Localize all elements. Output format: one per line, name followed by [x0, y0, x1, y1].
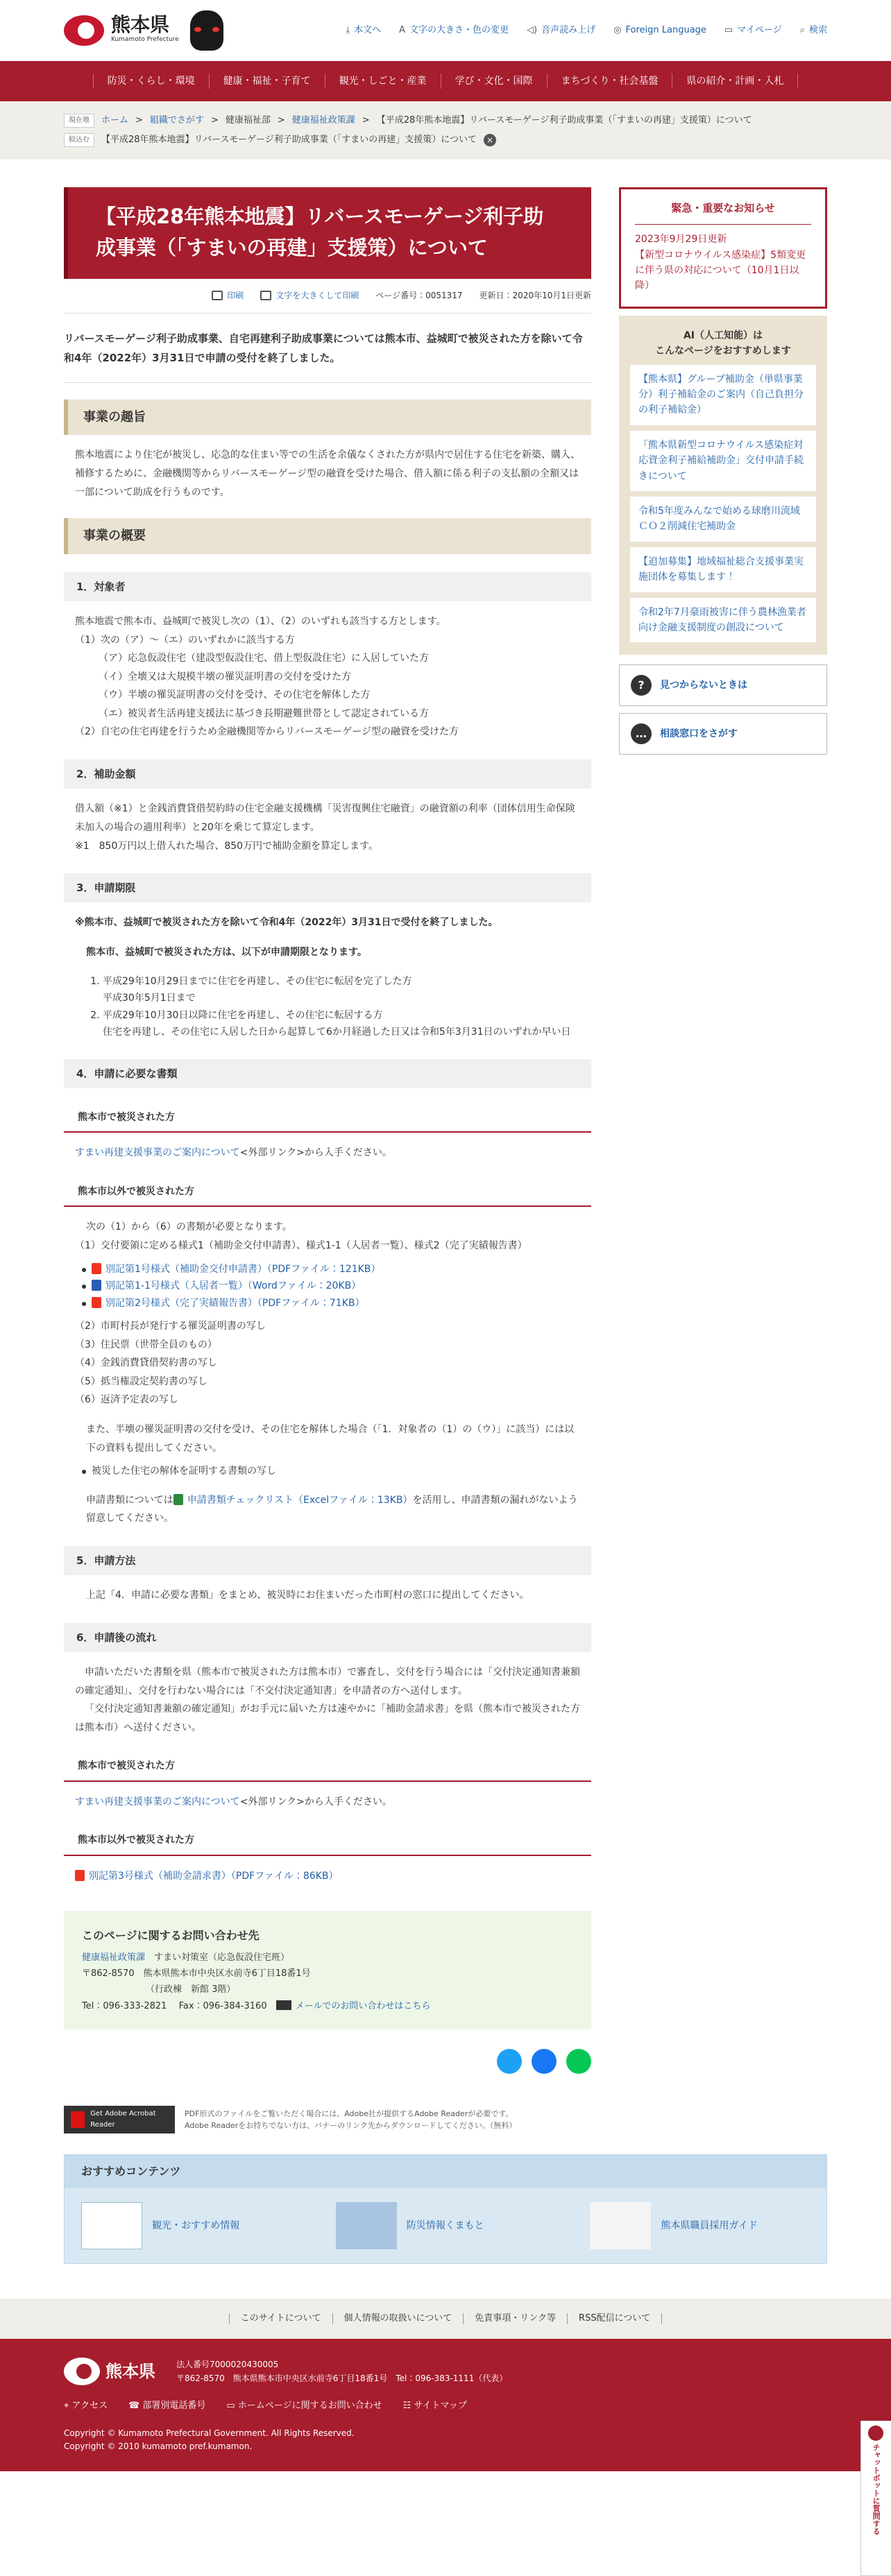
logo-subtitle: Kumamoto Prefecture — [111, 36, 179, 44]
text: 熊本地震で熊本市、益城町で被災し次の（1）、（2）のいずれも該当する方とします。 — [75, 615, 446, 627]
consult-button[interactable]: … 相談窓口をさがす — [619, 713, 827, 755]
breadcrumb-organization[interactable]: 組織でさがす — [149, 114, 204, 126]
file-download-link[interactable]: 別記第3号様式（補助金請求書）（PDFファイル：86KB） — [89, 1870, 339, 1882]
updated-date: 更新日：2020年10月1日更新 — [479, 290, 591, 300]
ai-heading: AI（人工知能）は こんなページをおすすめします — [655, 329, 791, 357]
breadcrumb-current: 【平成28年熊本地震】リバースモーゲージ利子助成事業（「すまいの再建」支援策）について — [376, 114, 752, 126]
page-tools — [64, 279, 591, 314]
subsection-heading: 3．申請期限 — [64, 873, 591, 902]
current-location-tag: 現在地 — [64, 114, 94, 128]
text-to-speech-link[interactable]: ◁) 音声読み上げ — [527, 23, 595, 39]
file-download-link[interactable]: 別記第1-1号様式（入居者一覧）（Wordファイル：20KB） — [105, 1280, 362, 1292]
recruit-banner — [590, 2202, 651, 2249]
subsection-heading: 6．申請後の流れ — [64, 1623, 591, 1652]
text: 上記「4．申請に必要な書類」をまとめ、被災時にお住まいだった市町村の窓口に提出してください。 — [86, 1590, 529, 1602]
prefecture-emblem-icon — [64, 15, 104, 46]
recommend-heading: おすすめコンテンツ — [65, 2155, 826, 2188]
recommend-item[interactable]: 観光・おすすめ情報 — [81, 2202, 301, 2249]
ai-link[interactable]: 【熊本県】グループ補助金（単県事業分）利子補給金のご案内（自己負担分の利子補給金） — [630, 365, 816, 425]
skip-to-content-link[interactable]: ⤓ 本文へ — [346, 23, 381, 39]
speaker-icon: ◁) — [527, 24, 538, 35]
list-item — [92, 1261, 591, 1278]
adobe-reader-note: Get Adobe Acrobat Reader PDF形式のファイルをご覧いただく場合には、Adobe社が提供するAdobe Readerが必要です。 Adobe Readerをお持ちでない方は、バナーのリンク先からダウンロードしてください。（無料） — [64, 2106, 827, 2133]
mail-contact-link[interactable]: メールでのお問い合わせはこちら — [295, 2000, 431, 2011]
sub-heading: 熊本市で被災された方 — [64, 1102, 591, 1133]
sidebar — [619, 187, 827, 2074]
text: （3）住民票（世帯全員のもの） — [75, 1339, 217, 1350]
contact-heading: このページに関するお問い合わせ先 — [82, 1928, 260, 1942]
filter-tag: 絞込む — [64, 133, 94, 147]
list-item: 2. 平成29年10月30日以降に住宅を再建し、その住宅に転居する方 住宅を再建し、その住宅に入居した日から起算して6か月経過した日又は令和5年3月31日のいずれか早い日 — [103, 1007, 591, 1041]
ai-link[interactable]: 「熊本県新型コロナウイルス感染症対応資金利子補給補助金」交付申請手続きについて — [630, 431, 816, 491]
facebook-icon[interactable] — [532, 2049, 557, 2074]
footer-logo: 熊本県 — [64, 2357, 155, 2386]
mail-icon — [276, 2000, 291, 2010]
monitor-icon: ▭ — [226, 2401, 238, 2412]
folder-icon: ▭ — [724, 24, 733, 35]
footer-link-disclaimer[interactable]: 免責事項・リンク等 — [463, 2313, 567, 2324]
pdf-icon — [92, 1297, 101, 1308]
text: （イ）全壊又は大規模半壊の罹災証明書の交付を受けた方 — [99, 671, 351, 682]
sub-heading: 熊本市以外で被災された方 — [64, 1825, 591, 1856]
section-text: 熊本地震により住宅が被災し、応急的な住まい等での生活を余儀なくされた方が県内で居住する住宅を新築、購入、補修するために、金融機関等からリバースモーゲージ型の融資を受けた場合、借入額に係る利子の支払額の全額又は一部について助成を行うものです。 — [75, 449, 580, 498]
sub-heading: 熊本市以外で被災された方 — [64, 1176, 591, 1208]
prefecture-emblem-icon — [64, 2358, 100, 2385]
text: （1）交付要領に定める様式1（補助金交付申請書）、様式1-1（入居者一覧）、様式2（完了実績報告書） — [75, 1239, 527, 1251]
text: 借入額（※1）と金銭消費貸借契約時の住宅金融支援機構「災害復興住宅融資」の融資額の利率（団体信用生命保険未加入の場合の適用利率）と20年を乗じて算定します。 — [75, 803, 575, 833]
font-size-icon: A — [399, 24, 406, 35]
question-icon: ? — [631, 675, 652, 696]
text: 次の（1）から（6）の書類が必要となります。 — [86, 1221, 292, 1233]
gnav-item-tourism[interactable]: 観光・しごと・産業 — [325, 74, 441, 89]
checklist-link[interactable]: 申請書類チェックリスト（Excelファイル：13KB） — [187, 1494, 413, 1506]
ai-recommend — [619, 316, 827, 655]
print-large-button[interactable]: 文字を大きくして印刷 — [260, 289, 359, 303]
ai-link[interactable]: 令和2年7月豪雨被害に伴う農林漁業者向け金融支援制度の創設について — [630, 598, 816, 643]
ai-link[interactable]: 令和5年度みんなで始める球磨川流域ＣＯ２削減住宅補助金 — [630, 497, 816, 542]
urgent-link[interactable]: 【新型コロナウイルス感染症】5類変更に伴う県の対応について（10月1日以降） — [635, 249, 806, 292]
recommended-contents — [64, 2154, 827, 2264]
subsection-heading: 4．申請に必要な書類 — [64, 1059, 591, 1088]
share-buttons — [64, 2049, 591, 2074]
file-download-link[interactable]: 別記第2号様式（完了実績報告書）（PDFファイル：71KB） — [105, 1297, 365, 1309]
font-color-settings-link[interactable]: A 文字の大きさ・色の変更 — [399, 23, 509, 39]
recommend-item[interactable]: 熊本県職員採用ガイド — [590, 2202, 810, 2249]
list-item — [92, 1295, 591, 1312]
printer-icon — [260, 291, 271, 300]
file-download-link[interactable]: 別記第1号様式（補助金交付申請書）（PDFファイル：121KB） — [105, 1263, 381, 1275]
tourism-banner — [81, 2202, 142, 2249]
filter-clear-icon[interactable]: × — [484, 134, 496, 146]
filter-label: 【平成28年熊本地震】リバースモーゲージ利子助成事業（「すまいの再建」支援策）について — [101, 134, 477, 145]
contact-box: このページに関するお問い合わせ先 健康福祉政策課 すまい対策室（応急仮設住宅班） 〒862-8570 熊本県熊本市中央区水前寺6丁目18番1号 （行政棟 新館 3階） Tel：096-333-2821 Fax：096-384-3160 メールでのお問い合わせはこちら — [64, 1911, 591, 2030]
mypage-link[interactable]: ▭ マイページ — [724, 23, 782, 39]
text: また、半壊の罹災証明書の交付を受け、その住宅を解体した場合（「1．対象者の（1）の（ウ）」に該当）には以下の資料も提出してください。 — [86, 1424, 575, 1454]
text: （ウ）半壊の罹災証明書の交付を受け、その住宅を解体した方 — [99, 689, 371, 701]
subsection-heading: 2．補助金額 — [64, 759, 591, 789]
list-item — [92, 1278, 591, 1295]
text: ※熊本市、益城町で被災された方を除いて令和4年（2022年）3月31日で受付を終了しました。 — [75, 917, 498, 929]
twitter-icon[interactable] — [497, 2049, 522, 2074]
utility-nav — [346, 23, 827, 39]
dept-link[interactable]: 健康福祉政策課 — [82, 1952, 146, 1963]
adobe-reader-badge[interactable]: Get Adobe Acrobat Reader — [64, 2106, 175, 2133]
printer-icon — [212, 291, 223, 300]
copyright: Copyright © Kumamoto Prefectural Government. All Rights Reserved. — [64, 2428, 355, 2438]
site-logo[interactable] — [64, 10, 223, 51]
site-footer — [0, 2339, 891, 2471]
text: 申請書類については 申請書類チェックリスト（Excelファイル：13KB）を活用し、申請書類の漏れがないよう留意してください。 — [86, 1494, 578, 1525]
external-link[interactable]: すまい再建支援事業のご案内について — [75, 1147, 240, 1159]
text: （2）市町村長が発行する罹災証明書の写し — [75, 1321, 266, 1332]
urgent-notice — [619, 187, 827, 309]
text: （1）次の（ア）～（エ）のいずれかに該当する方 — [75, 634, 295, 646]
ai-link[interactable]: 【追加募集】地域福祉総合支援事業実施団体を募集します！ — [630, 547, 816, 592]
word-icon — [92, 1280, 101, 1291]
breadcrumb-department: 健康福祉部 — [225, 114, 271, 126]
phone-icon: ☎ — [128, 2401, 143, 2412]
download-icon: ⤓ — [346, 24, 350, 35]
urgent-date: 2023年9月29日更新 — [635, 234, 727, 246]
copyright: Copyright © 2010 kumamoto pref.kumamon. — [64, 2441, 253, 2452]
external-link[interactable]: すまい再建支援事業のご案内について — [75, 1796, 240, 1808]
footer-access-link[interactable]: ⌖ アクセス — [64, 2401, 108, 2412]
footer-links — [0, 2299, 891, 2339]
disaster-banner — [336, 2202, 397, 2249]
footer-sitemap-link[interactable]: ☷ サイトマップ — [402, 2401, 467, 2412]
gnav-item-infra[interactable]: まちづくり・社会基盤 — [547, 74, 672, 89]
gnav-item-about[interactable]: 県の紹介・計画・入札 — [672, 74, 798, 89]
pdf-icon — [92, 1263, 101, 1274]
text: （6）返済予定表の写し — [75, 1394, 178, 1406]
lead-text: リバースモーゲージ利子助成事業、自宅再建利子助成事業については熊本市、益城町で被災された方を除いて令和4年（2022年）3月31日で申請の受付を終了しました。 — [64, 314, 591, 383]
text: ※1 850万円以上借入れた場合、850万円で補助金額を算定します。 — [75, 840, 378, 852]
location-pin-icon: ⌖ — [64, 2401, 72, 2412]
footer-link-rss[interactable]: RSS配信について — [567, 2313, 662, 2324]
chatbot-button[interactable]: チャットボットに質問する — [860, 2421, 891, 2576]
adobe-icon — [71, 2111, 85, 2128]
main-content: 【平成28年熊本地震】リバースモーゲージ利子助成事業（「すまいの再建」支援策）について 印刷 文字を大きくして印刷 ページ番号：0051317 更新日：2020年10月1日更新 リバースモーゲージ利子助成事業、自宅再建利子助成事業については熊本市、益城町で被災された方を除いて令和4年（2022年）3月31日で申請の受付を終了しました。 事業の趣旨 熊本地震により住宅が被災し、応急的な住まい等での生活を余儀なくされた方が県内で居住する住宅を新築、購入、補修するために、金融機関等からリバースモーゲージ型の融資を受けた場合、借入額に係る利子の支払額の全額又は一部について助成を行うものです。 事業の概要 1．対象者 熊本地震で熊本市、益城町で被災し次の（1）、（2）のいずれも該当する方とします。 （1）次の（ア）～（エ）のいずれかに該当する方 （ア）応急仮設住宅（建設型仮設住宅、借上型仮設住宅）に入居していた方 （イ）全壊又は大規模半壊の罹災証明書の交付を受けた方 （ウ）半壊の罹災証明書の交付を受け、その住宅を解体した方 （エ）被災者生活再建支援法に基づき長期避難世帯として認定されている方 （2）自宅の住宅再建を行うため金融機関等からリバースモーゲージ型の融資を受けた方 2．補助金額 借入額（※1）と金銭消費貸借契約時の住宅金融支援機構「災害復興住宅融資」の融資額の利率（団体信用生命保険未加入の場合の適用利率）と20年を乗じて算定します。 ※1 850万円以上借入れた場合、850万円で補助金額を算定します。 3．申請期限 ※熊本市、益城町で被災された方を除いて令和4年（2022年）3月31日で受付を終了しました。 熊本市、益城町で被災された方は、以下が申請期限となります。 1. 平成29年10月29日までに住宅を再建し、その住宅に転居を完了した方 平成30年5月1日まで 2. 平成29年10月30日以降に住宅を再建し、その住宅に転居する方 住宅を再建し、その住宅に入居した日から起算して6か月経過した日又は令和5年3月31日のいずれか早い日 4．申請に必要な書類 熊本市で被災された方 すまい再建支援事業のご案内について<外部リンク>から入手ください。 熊本市以外で被災された方 次の（1）から（6）の書類が必要となります。 （1）交付要領に定める様式1（補助金交付申請書）、様式1-1（入居者一覧）、様式2（完了実績報告書） 別記第1号様式（補助金交付申請書）（PDFファイル：121KB） 別記第1-1号様式（入居者一覧）（Wordファイル：20KB） 別記第2号様式（完了実績報告書）（PDFファイル：71KB） （2）市町村長が発行する罹災証明書の写し （3）住民票（世帯全員のもの） （4）金銭消費貸借契約書の写し （5）抵当権設定契約書の写し （6）返済予定表の写し また、半壊の罹災証明書の交付を受け、その住宅を解体した場合（「1．対象者の（1）の（ウ）」に該当）には以下の資料も提出してください。 被災した住宅の解体を証明する書類の写し 申請書類については 申請書類チェックリスト（Excelファイル：13KB）を活用し、申請書類の漏れがないよう留意してください。 5．申請方法 上記「4．申請に必要な書類」をまとめ、被災時にお住まいだった市町村の窓口に提出してください。 6．申請後の流れ 申請いただいた書類を県（熊本市で被災された方は熊本市）で審査し、交付を行う場合には「交付決定通知書兼額の確定通知」、交付を行わない場合には「不交付決定通知書」を申請者の方へ送付します。 「交付決定通知書兼額の確定通知」がお手元に届いた方は速やかに「補助金請求書」を県（熊本市で被災された方は熊本市）へ送付ください。 熊本市で被災された方 すまい再建支援事業のご案内について<外部リンク>から入手ください。 熊本市以外で被災された方 別記第3号様式（補助金請求書）（PDFファイル：86KB） このページに関するお問い合わせ先 健康福祉政策課 すまい対策室（応急仮設住宅班） 〒862-8570 熊本県熊本市中央区水前寺6丁目18番1号 （行政棟 新館 3階） Tel：096-333-2821 Fax：096-384-3160 メールでのお問い合わせはこちら — [64, 187, 591, 2074]
foreign-language-link[interactable]: ◎ Foreign Language — [613, 23, 706, 39]
not-found-button[interactable]: ? 見つからないときは — [619, 664, 827, 706]
search-link[interactable]: ⌕ 検索 — [800, 23, 827, 39]
excel-icon — [173, 1494, 183, 1505]
corp-number: 法人番号7000020430005 — [176, 2359, 279, 2369]
text: （2）自宅の住宅再建を行うため金融機関等からリバースモーゲージ型の融資を受けた方 — [75, 726, 459, 738]
text: （エ）被災者生活再建支援法に基づき長期避難世帯として認定されている方 — [99, 707, 429, 719]
breadcrumb-home[interactable]: ホーム — [101, 114, 129, 126]
footer-link-privacy[interactable]: 個人情報の取扱いについて — [332, 2313, 464, 2324]
contact-address: 〒862-8570 熊本県熊本市中央区水前寺6丁目18番1号 — [82, 1968, 311, 1979]
pdf-icon — [75, 1870, 85, 1881]
global-nav — [0, 61, 891, 101]
subsection-heading: 1．対象者 — [64, 572, 591, 601]
list-item: 被災した住宅の解体を証明する書類の写し — [92, 1463, 591, 1480]
gnav-item-culture[interactable]: 学び・文化・国際 — [441, 74, 547, 89]
search-icon: ⌕ — [799, 24, 805, 35]
page-title: 【平成28年熊本地震】リバースモーゲージ利子助成事業（「すまいの再建」支援策）について — [64, 187, 591, 279]
text: （4）金銭消費貸借契約書の写し — [75, 1357, 217, 1369]
line-icon[interactable] — [566, 2049, 591, 2074]
logo-title: 熊本県 — [111, 13, 170, 37]
footer-phone-link[interactable]: ☎ 部署別電話番号 — [128, 2401, 206, 2412]
footer-link-about[interactable]: このサイトについて — [229, 2313, 332, 2324]
contact-building: （行政棟 新館 3階） — [146, 1984, 236, 1995]
globe-icon: ◎ — [613, 24, 622, 35]
chat-bubble-icon: … — [631, 723, 652, 744]
subsection-heading: 5．申請方法 — [64, 1546, 591, 1575]
urgent-heading: 緊急・重要なお知らせ — [635, 199, 811, 225]
section-heading: 事業の趣旨 — [64, 400, 591, 436]
sitemap-icon: ☷ — [402, 2401, 414, 2412]
breadcrumb: 現在地 ホーム > 組織でさがす > 健康福祉部 > 健康福祉政策課 > 【平成28年熊本地震】リバースモーゲージ利子助成事業（「すまいの再建」支援策）について 絞込む 【平成28年熊本地震】リバースモーゲージ利子助成事業（「すまいの再建」支援策）について × — [0, 101, 891, 160]
text: 熊本市、益城町で被災された方は、以下が申請期限となります。 — [86, 946, 367, 958]
print-button[interactable]: 印刷 — [212, 289, 244, 303]
site-header — [0, 0, 891, 61]
recommend-item[interactable]: 防災情報くまもと — [336, 2202, 556, 2249]
text: （5）抵当権設定契約書の写し — [75, 1375, 207, 1387]
list-item: 1. 平成29年10月29日までに住宅を再建し、その住宅に転居を完了した方 平成30年5月1日まで — [103, 973, 591, 1007]
section-heading: 事業の概要 — [64, 518, 591, 554]
footer-address: 〒862-8570 熊本県熊本市中央区水前寺6丁目18番1号 Tel：096-383-1111（代表） — [176, 2373, 508, 2384]
page-number: ページ番号：0051317 — [375, 290, 463, 300]
breadcrumb-division[interactable]: 健康福祉政策課 — [291, 114, 355, 126]
text: 「交付決定通知書兼額の確定通知」がお手元に届いた方は速やかに「補助金請求書」を県（熊本市で被災された方は熊本市）へ送付ください。 — [75, 1703, 580, 1733]
kumamon-mascot-icon — [190, 10, 223, 51]
footer-inquiry-link[interactable]: ▭ ホームページに関するお問い合わせ — [226, 2401, 382, 2412]
text: （ア）応急仮設住宅（建設型仮設住宅、借上型仮設住宅）に入居していた方 — [99, 653, 429, 664]
gnav-item-health[interactable]: 健康・福祉・子育て — [209, 74, 325, 89]
text: 申請いただいた書類を県（熊本市で被災された方は熊本市）で審査し、交付を行う場合には「交付決定通知書兼額の確定通知」、交付を行わない場合には「不交付決定通知書」を申請者の方へ送付します。 — [75, 1667, 580, 1697]
gnav-item-safety[interactable]: 防災・くらし・環境 — [93, 74, 209, 89]
sub-heading: 熊本市で被災された方 — [64, 1751, 591, 1782]
contact-phone: Tel：096-333-2821 Fax：096-384-3160 — [82, 2000, 267, 2011]
